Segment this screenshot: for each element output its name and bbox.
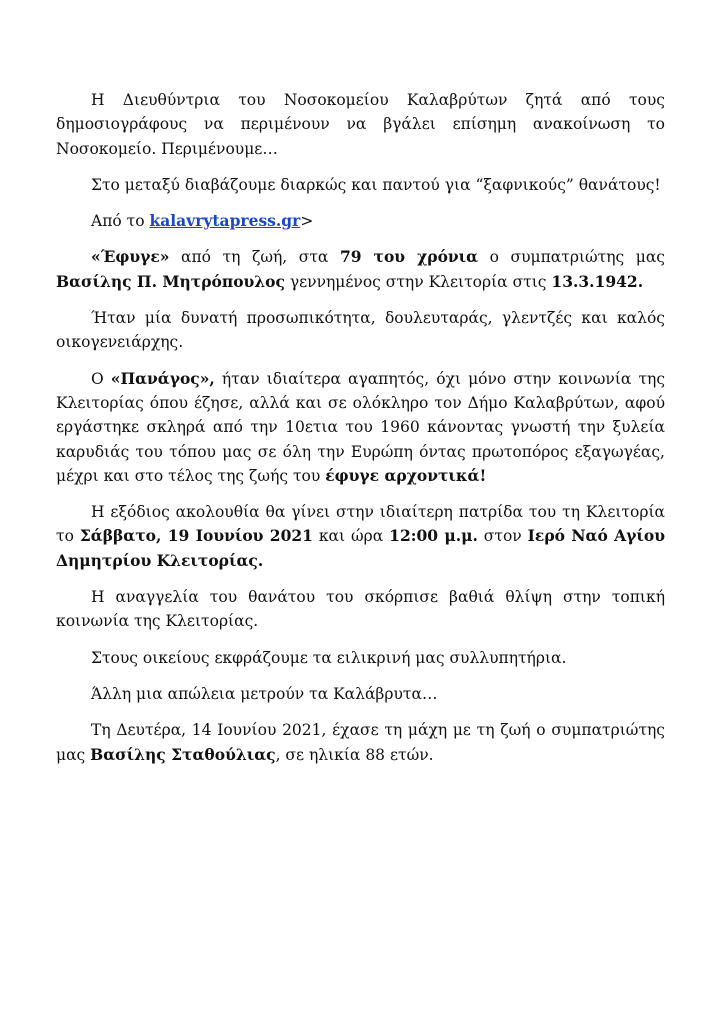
- text-fragment: από τη ζωή, στα: [169, 248, 340, 267]
- text-fragment: ο συμπατριώτης μας: [478, 248, 665, 267]
- text-fragment: και ώρα: [312, 527, 390, 546]
- bold-funeral-time: 12:00 μ.μ.: [389, 526, 478, 546]
- source-prefix: Από το: [91, 212, 150, 231]
- text-fragment: στον: [477, 527, 528, 546]
- paragraph-sudden-deaths: Στο μεταξύ διαβάζουμε διαρκώς και παντού για “ξαφνικούς” θανάτους!: [91, 175, 661, 194]
- bold-person-name: Βασίλης Π. Μητρόπουλος: [56, 271, 285, 291]
- text-fragment: Ο: [91, 369, 111, 388]
- paragraph-personality: Ήταν μία δυνατή προσωπικότητα, δουλευταράς, γλεντζές και καλός οικογενειάρχης.: [56, 309, 665, 352]
- paragraph-hospital-director: Η Διευθύντρια του Νοσοκομείου Καλαβρύτων ζητά από τους δημοσιογράφους να περιμένουν να βγάλει επίσημη ανακοίνωση το Νοσοκομείο. Περιμένουμε…: [56, 91, 665, 158]
- paragraph-condolences: Στους οικείους εκφράζουμε τα ειλικρινή μας συλλυπητήρια.: [91, 648, 567, 667]
- bold-nickname: «Πανάγος»,: [110, 368, 215, 388]
- paragraph-panagos: [56, 367, 665, 488]
- bold-funeral-date: Σάββατο, 19 Ιουνίου 2021: [79, 526, 313, 546]
- bold-birth-date: 13.3.1942.: [551, 271, 644, 291]
- paragraph-another-loss: Άλλη μια απώλεια μετρούν τα Καλάβρυτα…: [91, 684, 438, 703]
- text-fragment: ήταν ιδιαίτερα αγαπητός, όχι μόνο στην κοινωνία της Κλειτορίας όπου έζησε, αλλά και σε ολόκληρο τον Δήμο Καλαβρύτων, αφού εργάστηκε σκληρά από την 10ετια του 1960 κάνοντας γνωστή την ξυλεία καρυδιάς του τόπου μας σε όλη την Ευρώπη όντας πρωτοπόρος εξαγωγέας, μέχρι και στο τέλος της ζωής του: [56, 369, 665, 485]
- bold-efyge: «Έφυγε»: [91, 247, 170, 267]
- paragraph-death-announcement: [56, 245, 665, 294]
- bold-age: 79 του χρόνια: [339, 247, 479, 267]
- text-fragment: γεννημένος στην Κλειτορία στις: [284, 272, 552, 291]
- text-fragment: Τη Δευτέρα, 14 Ιουνίου 2021, έχασε τη μάχη με τη ζωή ο συμπατριώτης μας: [56, 721, 665, 764]
- bold-left-nobly: έφυγε αρχοντικά!: [325, 465, 487, 485]
- source-link[interactable]: kalavrytapress.gr: [149, 211, 301, 231]
- paragraph-grief: Η αναγγελία του θανάτου του σκόρπισε βαθιά θλίψη στην τοπική κοινωνία της Κλειτορίας.: [56, 588, 665, 631]
- text-fragment: Η εξόδιος ακολουθία θα γίνει στην ιδιαίτερη πατρίδα του τη Κλειτορία το: [56, 503, 665, 546]
- bold-stathoulias-name: Βασίλης Σταθούλιας: [90, 744, 276, 764]
- source-suffix: >: [300, 212, 314, 231]
- text-fragment: , σε ηλικία 88 ετών.: [275, 745, 434, 764]
- paragraph-funeral: [56, 500, 665, 573]
- paragraph-source: [56, 209, 665, 233]
- paragraph-stathoulias: [56, 718, 665, 767]
- document-page: [56, 88, 665, 779]
- bold-church-name: Ιερό Ναό Αγίου Δημητρίου Κλειτορίας.: [56, 526, 666, 570]
